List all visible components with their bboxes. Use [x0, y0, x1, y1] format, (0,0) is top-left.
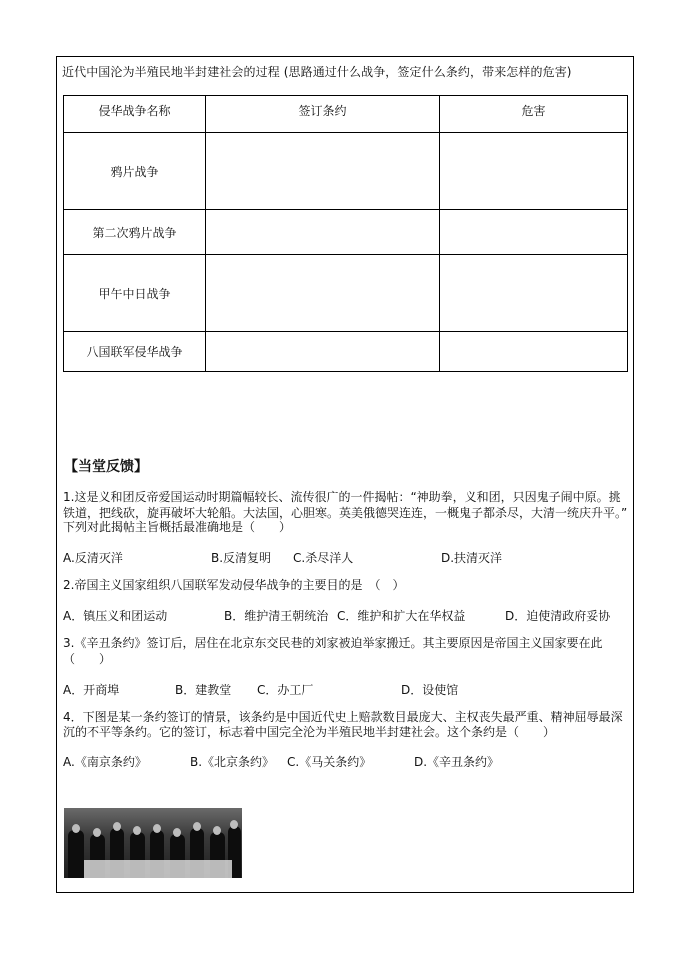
intro-text: 近代中国沦为半殖民地半封建社会的过程 (思路通过什么战争，签定什么条约，带来怎样的危害): [62, 65, 572, 79]
treaty-cell[interactable]: [206, 255, 440, 332]
q2-option-c[interactable]: C．维护和扩大在华权益: [337, 609, 466, 623]
q2-line1: 2.帝国主义国家组织八国联军发动侵华战争的主要目的是 （ ）: [63, 578, 405, 592]
table-header-row: [64, 96, 628, 133]
q1-option-b[interactable]: B.反清复明: [211, 551, 272, 565]
q4-option-c[interactable]: C.《马关条约》: [287, 755, 372, 769]
q3-line1: 3.《辛丑条约》签订后，居住在北京东交民巷的刘家被迫举家搬迁。其主要原因是帝国主义国家要在此: [63, 636, 603, 650]
q3-option-b[interactable]: B．建教堂: [175, 683, 232, 697]
q3-option-c[interactable]: C．办工厂: [257, 683, 314, 697]
feedback-title: 【当堂反馈】: [64, 459, 148, 475]
harm-cell[interactable]: [440, 133, 628, 210]
q3-option-a[interactable]: A．开商埠: [63, 683, 120, 697]
table-row: [64, 332, 628, 372]
treaty-cell[interactable]: [206, 332, 440, 372]
q2-option-d[interactable]: D．迫使清政府妥协: [505, 609, 611, 623]
q2-option-b[interactable]: B．维护清王朝统治: [224, 609, 329, 623]
q1-line3: 下列对此揭帖主旨概括最准确地是（ ）: [63, 520, 292, 534]
war-name-cell: 鸦片战争: [64, 133, 206, 210]
q2-option-a[interactable]: A．镇压义和团运动: [63, 609, 168, 623]
q3-line2: （ ）: [63, 652, 112, 666]
harm-cell[interactable]: [440, 332, 628, 372]
q4-line1: 4．下图是某一条约签订的情景，该条约是中国近代史上赔款数目最庞大、主权丧失最严重、精神屈辱最深: [63, 710, 623, 724]
q1-option-a[interactable]: A.反清灭洋: [63, 551, 123, 565]
q1-line2: 铁道，把线砍，旋再破坏大轮船。大法国，心胆寒。英美俄德哭连连，一概鬼子都杀尽，大清一统庆升平。”: [63, 506, 628, 520]
treaty-cell[interactable]: [206, 133, 440, 210]
q1-option-d[interactable]: D.扶清灭洋: [441, 551, 503, 565]
q4-option-b[interactable]: B.《北京条约》: [190, 755, 275, 769]
table-row: [64, 255, 628, 332]
war-name-cell: 甲午中日战争: [64, 255, 206, 332]
header-war-name: 侵华战争名称: [64, 96, 206, 133]
treaty-signing-photo: [64, 808, 242, 878]
table-row: [64, 133, 628, 210]
q1-option-c[interactable]: C.杀尽洋人: [293, 551, 354, 565]
harm-cell[interactable]: [440, 255, 628, 332]
war-name-cell: 八国联军侵华战争: [64, 332, 206, 372]
header-harm: 危害: [440, 96, 628, 133]
war-name-cell: 第二次鸦片战争: [64, 210, 206, 255]
header-treaty: 签订条约: [206, 96, 440, 133]
harm-cell[interactable]: [440, 210, 628, 255]
treaty-cell[interactable]: [206, 210, 440, 255]
q1-line1: 1.这是义和团反帝爱国运动时期篇幅较长、流传很广的一件揭帖：“神助拳，义和团，只因鬼子闹中原。挑: [63, 490, 621, 504]
q4-option-a[interactable]: A.《南京条约》: [63, 755, 147, 769]
q4-line2: 沉的不平等条约。它的签订，标志着中国完全沦为半殖民地半封建社会。这个条约是（ ）: [63, 725, 556, 739]
table-row: [64, 210, 628, 255]
q4-option-d[interactable]: D.《辛丑条约》: [414, 755, 500, 769]
q3-option-d[interactable]: D．设使馆: [401, 683, 459, 697]
wars-table: [63, 95, 628, 372]
